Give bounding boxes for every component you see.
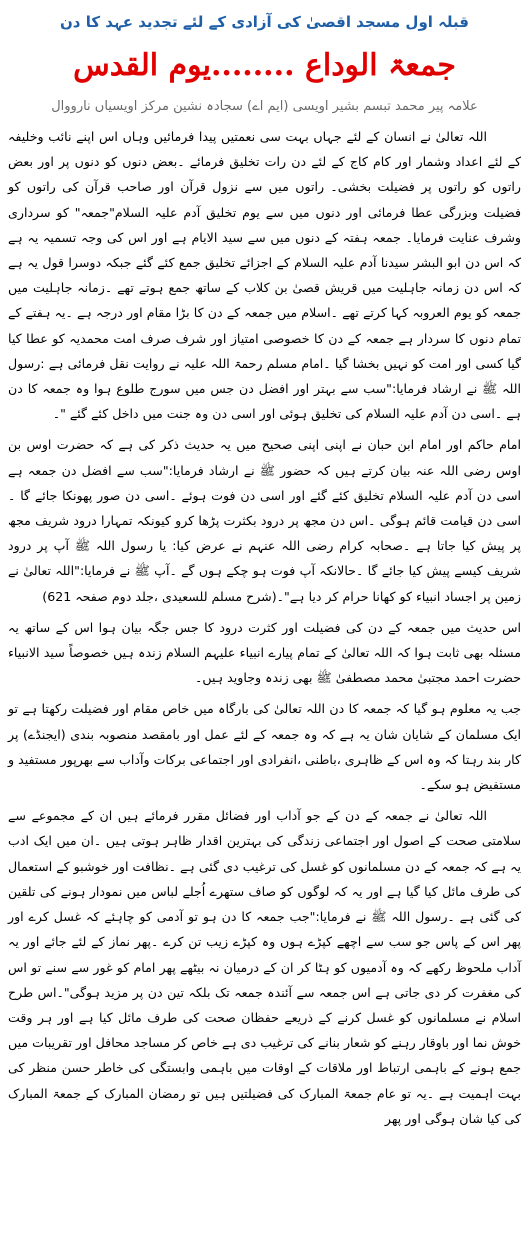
article-body (8, 124, 521, 1131)
article-headline: جمعۃ الوداع ........یوم القدس (73, 48, 456, 83)
article-paragraph: اللہ تعالیٰ نے جمعہ کے دن کے جو آداب اور فضائل مقرر فرمائے ہیں ان کے مجموعے سے سلامتی صحت کے اصول اور اجتماعی زندگی کی بہترین اقدار ظاہر ہوتی ہیں ۔ان میں ایک ادب یہ ہے کہ جمعہ کے دن مسلمانوں کو غسل کی ترغیب دی گئی ہے ۔نظافت اور خوشبو کے استعمال کی طرف مائل کیا گیا ہے اور یہ کہ لوگوں کو صاف ستھرے اُجلے لباس میں نمودار ہونے کی تلقین کی گئی ہے ۔رسول اللہ ﷺ نے فرمایا:"جب جمعہ کا دن ہو تو آدمی کو چاہئے کہ غسل کرے اور پھر اس کے پاس جو سب سے اچھے کپڑے ہوں وہ کپڑے زیب تن کرے ۔پھر نماز کے لئے جائے اور یہ آداب ملحوظ رکھے کہ وہ آدمیوں کو ہٹا کر ان کے درمیان نہ بیٹھے پھر امام کو غور سے سنے تو اس کی مغفرت کر دی جاتی ہے اس جمعہ سے آئندہ جمعہ تک بلکہ تین دن پر مزید ہوگی"۔اس طرح اسلام نے مسلمانوں کو غسل کرنے کے ذریعے حفظان صحت کی طرف مائل کیا ہے اور ہر وقت خوش نما اور باوقار رہنے کو شعار بنانے کی ترغیب دی ہے خاص کر مساجد محافل اور تقریبات میں جمع ہونے کے باہمی ارتباط اور ملاقات کے اوقات میں باہمی وابستگی کی خاطر حسن منظر کی بہت اہمیت ہے ۔یہ تو عام جمعۃ المبارک کی فضیلتیں ہیں تو رمضان المبارک کے جمعۃ المبارک کی کیا شان ہوگی اور پھر (8, 808, 521, 1126)
article-byline: علامہ پیر محمد تبسم بشیر اویسی (ایم اے) سجادہ نشین مرکز اویسیاں نارووال (51, 99, 478, 114)
article-paragraph: امام حاکم اور امام ابن حبان نے اپنی اپنی صحیح میں یہ حدیث ذکر کی ہے کہ حضرت اوس بن اوس رضی اللہ عنہ بیان کرتے ہیں کہ حضور ﷺ نے ارشاد فرمایا:"سب سے افضل دن جمعہ ہے اسی دن آدم علیہ السلام تخلیق کئے گئے اور اسی دن فوت ہوئے ۔اسی دن صور پھونکا جائے گا ۔اسی دن قیامت قائم ہوگی ۔اس دن مجھ پر درود بکثرت پڑھا کرو کیونکہ تمہارا درود شریف مجھ پر پیش کیا جاتا ہے ۔صحابہ کرام رضی اللہ عنہم نے عرض کیا: یا رسول اللہ ﷺ آپ پر درود شریف کیسے پیش کیا جائے گا ۔حالانکہ آپ فوت ہو چکے ہوں گے ۔آپ ﷺ نے فرمایا:"اللہ تعالیٰ نے زمین پر اجساد انبیاء کو کھانا حرام کر دیا ہے"۔(شرح مسلم للسعیدی ،جلد دوم صفحہ 621) (8, 437, 521, 604)
article-paragraph: اس حدیث میں جمعہ کے دن کی فضیلت اور کثرت درود کا جس جگہ بیان ہوا اس کے ساتھ یہ مسئلہ بھی ثابت ہوا کہ اللہ تعالیٰ کے تمام پیارے انبیاء علیہم السلام زندہ ہیں خصوصاً سید الانبیاء حضرت احمد مجتبیٰ محمد مصطفیٰ ﷺ بھی زندہ وجاوید ہیں۔ (8, 619, 521, 686)
article-paragraph: جب یہ معلوم ہو گیا کہ جمعہ کا دن اللہ تعالیٰ کی بارگاہ میں خاص مقام اور فضیلت رکھتا ہے تو ایک مسلمان کے شایان شان یہ ہے کہ وہ جمعہ کے لئے عمل اور بامقصد منصوبہ بندی (ایجنڈے) پر کار بند رہتا کہ وہ اس کے ظاہری ،باطنی ،انفرادی اور اجتماعی برکات وآداب سے بھرپور مستفید و مستفیض ہو سکے۔ (8, 701, 521, 793)
article-kicker: قبلہ اول مسجد اقصیٰ کی آزادی کے لئے تجدید عہد کا دن (59, 13, 469, 31)
article-paragraph: اللہ تعالیٰ نے انسان کے لئے جہاں بہت سی نعمتیں پیدا فرمائیں وہاں اس اپنے نائب وخلیفہ کے لئے اعداد وشمار اور کام کاج کے لئے دن رات تخلیق فرمائے ۔بعض دنوں کو دنوں پر اور بعض راتوں کو راتوں پر فضیلت بخشی۔ راتوں میں سے نزول قرآن اور صاحب قرآن کی راتوں کو فضیلت وبزرگی عطا فرمائی اور دنوں میں سے یوم تخلیق آدم علیہ السلام"جمعہ" کو سرداری وشرف عنایت فرمایا۔ جمعہ ہفتہ کے دنوں میں سے سید الایام ہے اور اس کی وجہ تسمیہ یہ ہے کہ اس دن ابو البشر سیدنا آدم علیہ السلام کے اجزائے تخلیق جمع کئے گئے جبکہ دوسرا قول یہ ہے کہ اس دن زمانہ جاہلیت میں قریش قصیٰ بن کلاب کے ساتھ جمع ہوتے تھے ۔زمانہ جاہلیت میں جمعہ کو یوم العروبہ کہا کرتے تھے ۔اسلام میں جمعہ کے دن کا بڑا مقام اور درجہ ہے ۔یہ ہفتے کے تمام دنوں کا سردار ہے جمعہ کے دن کا خصوصی امتیاز اور شرف صرف امت محمدیہ کو عطا کیا گیا کسی اور امت کو نہیں بخشا گیا ۔امام مسلم رحمۃ اللہ علیہ نے روایت نقل فرمائی ہے :رسول اللہ ﷺ نے ارشاد فرمایا:"سب سے بہتر اور افضل دن جس میں سورج طلوع ہوا وہ جمعہ کا دن ہے ۔اسی دن آدم علیہ السلام کی تخلیق ہوئی اور اسی دن وہ جنت میں داخل کئے گئے "۔ (8, 129, 521, 422)
